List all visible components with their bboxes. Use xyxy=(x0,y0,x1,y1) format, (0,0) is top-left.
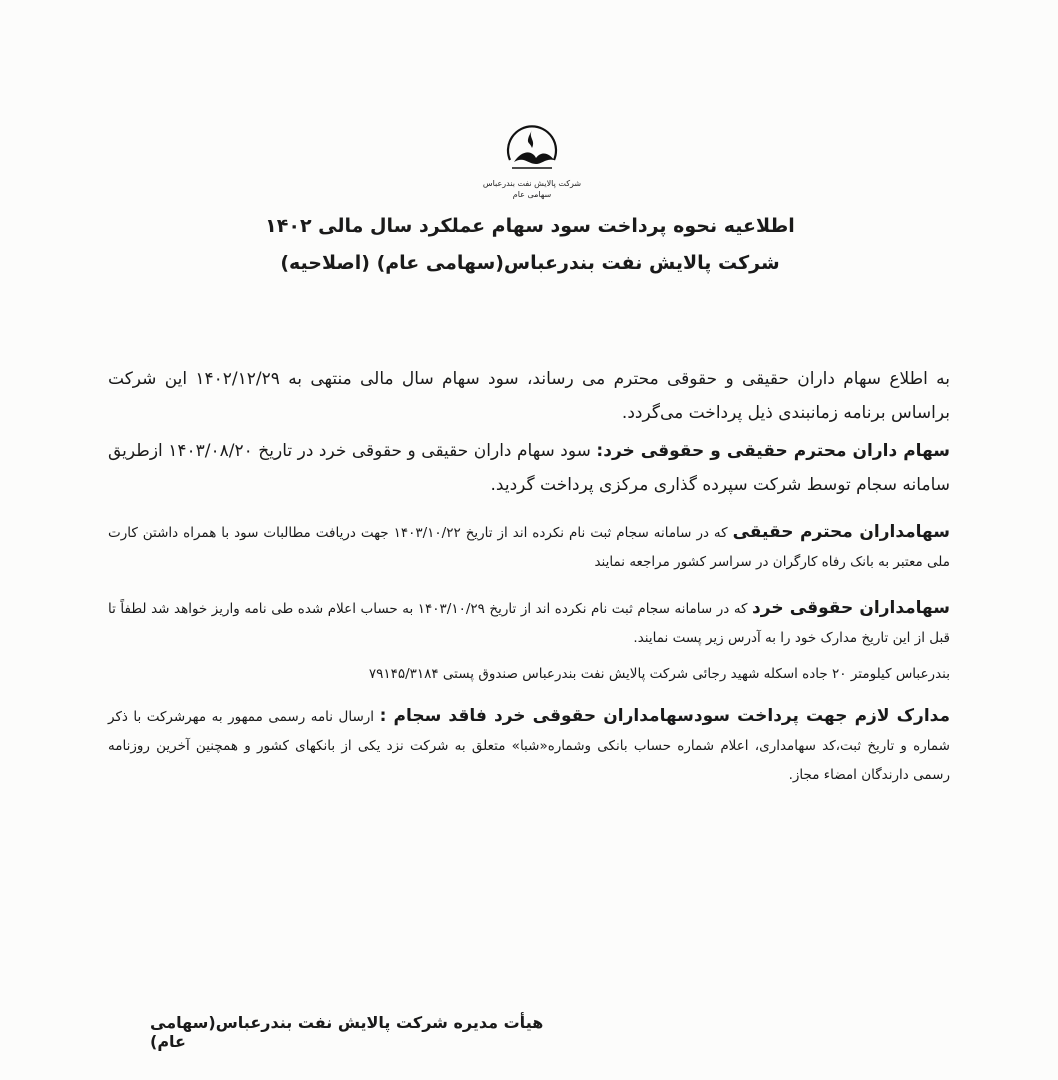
page-title: اطلاعیه نحوه پرداخت سود سهام عملکرد سال مالی ۱۴۰۲ xyxy=(265,215,795,237)
section-documents-paragraph xyxy=(108,702,950,790)
intro-paragraph: به اطلاع سهام داران حقیقی و حقوقی محترم می رساند، سود سهام سال مالی منتهی به ۱۴۰۲/۱۲/۲۹ این شرکت براساس برنامه زمانبندی ذیل پرداخت می‌گردد. xyxy=(108,369,950,423)
section-natural-paragraph xyxy=(108,518,950,577)
postal-address: بندرعباس کیلومتر ۲۰ جاده اسکله شهید رجائی شرکت پالایش نفت بندرعباس صندوق پستی ۷۹۱۴۵/۳۱۸۴ xyxy=(368,666,950,682)
refinery-flame-icon xyxy=(502,124,562,178)
section-documents-heading: مدارک لازم جهت پرداخت سودسهامداران حقوقی خرد فاقد سجام : xyxy=(379,706,950,726)
section-legal-paragraph xyxy=(108,594,950,653)
section-legal-text: که در سامانه سجام ثبت نام نکرده اند از تاریخ ۱۴۰۳/۱۰/۲۹ به حساب اعلام شده طی نامه واریز خواهد شد لطفاً تا قبل از این تاریخ مدارک خود را به آدرس زیر پست نمایند. xyxy=(108,601,950,646)
company-logo xyxy=(452,124,612,208)
section-natural-text: که در سامانه سجام ثبت نام نکرده اند از تاریخ ۱۴۰۳/۱۰/۲۲ جهت دریافت مطالبات سود با همراه داشتن کارت ملی معتبر به بانک رفاه کارگران در سراسر کشور مراجعه نمایند xyxy=(108,525,950,570)
section-retail-heading: سهام داران محترم حقیقی و حقوقی خرد: xyxy=(596,441,951,461)
page-subtitle: شرکت پالایش نفت بندرعباس(سهامی عام) (اصلاحیه) xyxy=(280,252,780,274)
logo-subtitle: سهامی عام xyxy=(512,190,552,199)
logo-company-name: شرکت پالایش نفت بندرعباس xyxy=(482,179,582,188)
section-natural-heading: سهامداران محترم حقیقی xyxy=(732,522,950,542)
section-retail-paragraph xyxy=(108,434,950,502)
section-legal-heading: سهامداران حقوقی خرد xyxy=(752,598,951,618)
board-signature: هیأت مدیره شرکت پالایش نفت بندرعباس(سهامی عام) xyxy=(150,1013,544,1051)
section-documents-text: ارسال نامه رسمی ممهور به مهرشرکت با ذکر شماره و تاریخ ثبت،کد سهامداری، اعلام شماره حساب بانکی وشماره«شبا» متعلق به شرکت نزد یکی از بانکهای کشور و همچنین آخرین روزنامه رسمی دارندگان امضاء مجاز. xyxy=(108,709,950,783)
section-retail-text: سود سهام داران حقیقی و حقوقی خرد در تاریخ ۱۴۰۳/۰۸/۲۰ ازطریق سامانه سجام توسط شرکت سپرده گذاری مرکزی پرداخت گردید. xyxy=(108,441,950,495)
